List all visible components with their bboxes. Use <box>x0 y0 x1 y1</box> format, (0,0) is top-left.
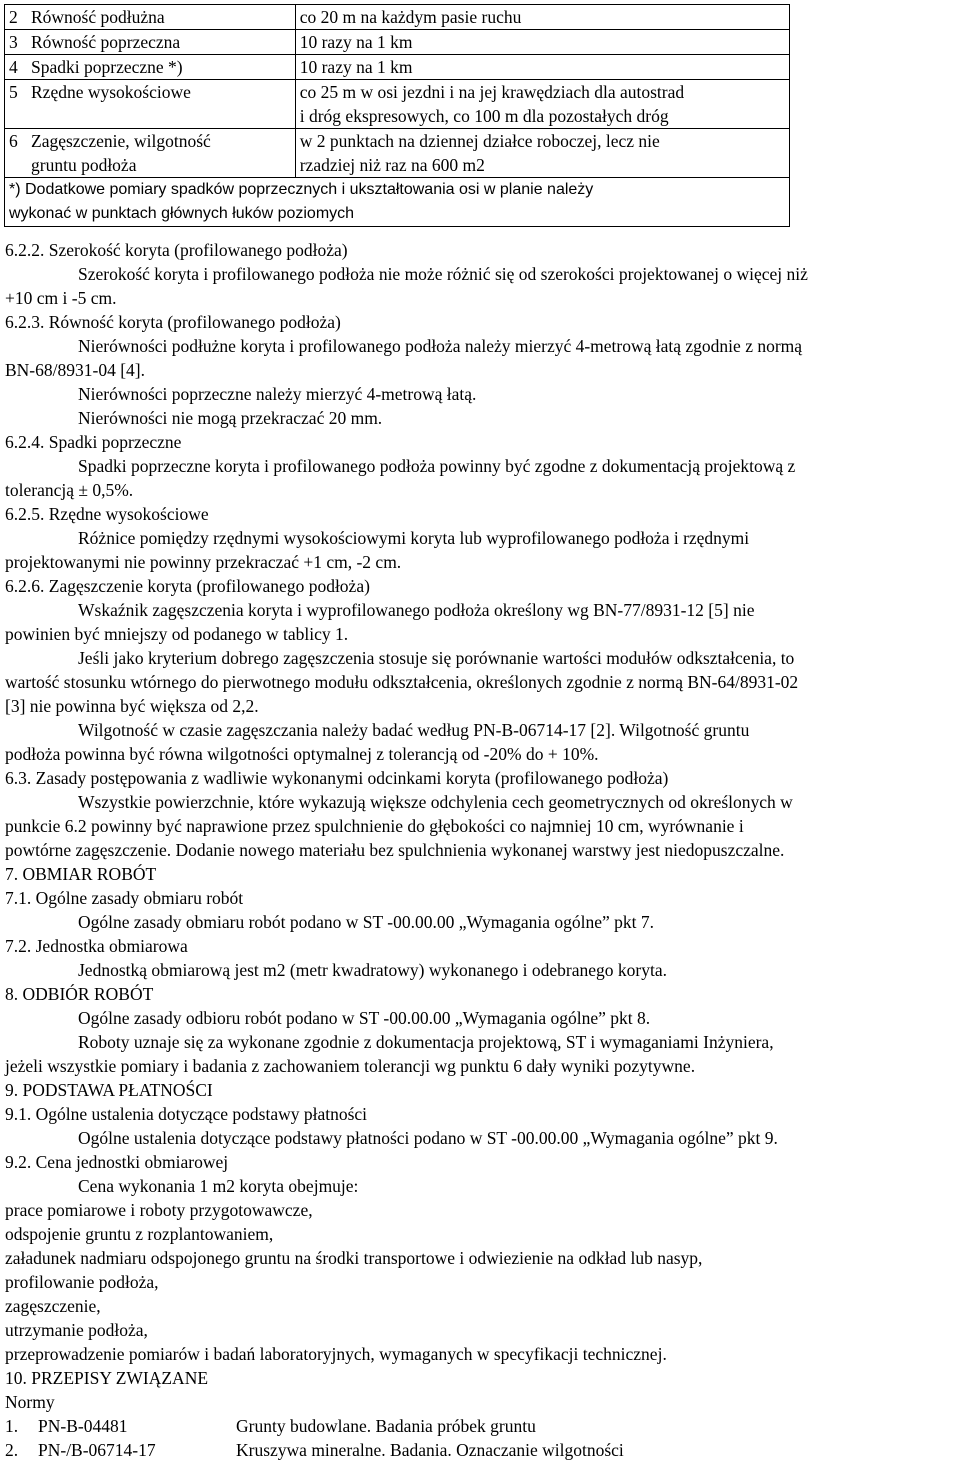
section-heading: 6.2.4. Spadki poprzeczne <box>5 432 182 452</box>
row-frequency: co 25 m w osi jezdni i na jej krawędziach dla autostrad <box>299 82 685 102</box>
norm-number: 1. <box>5 1416 19 1436</box>
paragraph-line: wartość stosunku wtórnego do pierwotnego modułu odkształcenia, określonych zgodnie z normą BN-64/8931-02 <box>5 672 799 692</box>
paragraph-line: Nierówności poprzeczne należy mierzyć 4-metrową łatą. <box>78 384 477 404</box>
paragraph-line: Ogólne zasady odbioru robót podano w ST -00.00.00 „Wymagania ogólne” pkt 8. <box>78 1008 651 1028</box>
paragraph-line: powinien być mniejszy od podanego w tablicy 1. <box>5 624 349 644</box>
table-note-row <box>5 178 790 227</box>
row-frequency: w 2 punktach na dziennej działce roboczej, lecz nie <box>299 131 660 151</box>
row-frequency-cont: rzadziej niż raz na 600 m2 <box>299 155 485 175</box>
row-frequency: 10 razy na 1 km <box>295 55 789 80</box>
row-frequency: co 20 m na każdym pasie ruchu <box>295 5 789 30</box>
section-heading: 7.2. Jednostka obmiarowa <box>5 936 188 956</box>
paragraph-line: Różnice pomiędzy rzędnymi wysokościowymi koryta lub wyprofilowanego podłoża i rzędnymi <box>78 528 750 548</box>
norm-number: 2. <box>5 1440 19 1460</box>
row-number: 2 <box>9 7 18 27</box>
table-row <box>5 80 790 129</box>
norm-row <box>5 1414 957 1438</box>
norm-code: PN-/B-06714-17 <box>38 1440 156 1460</box>
paragraph-line: Ogólne zasady obmiaru robót podano w ST -00.00.00 „Wymagania ogólne” pkt 7. <box>78 912 654 932</box>
subsection-label: Normy <box>5 1392 55 1412</box>
row-number: 6 <box>9 131 18 151</box>
paragraph-line: +10 cm i -5 cm. <box>5 288 117 308</box>
table-row <box>5 129 790 178</box>
chapter-heading: 8. ODBIÓR ROBÓT <box>5 984 154 1004</box>
paragraph-line: jeżeli wszystkie pomiary i badania z zachowaniem tolerancji wg punktu 6 dały wyniki pozytywne. <box>5 1056 696 1076</box>
paragraph-line: punkcie 6.2 powinny być naprawione przez spulchnienie do głębokości co najmniej 10 cm, wyrównanie i <box>5 816 744 836</box>
row-number: 5 <box>9 82 18 102</box>
table-note-line: wykonać w punktach głównych łuków poziomych <box>9 205 355 222</box>
paragraph-line: tolerancją ± 0,5%. <box>5 480 134 500</box>
paragraph-line: Wszystkie powierzchnie, które wykazują większe odchylenia cech geometrycznych od określonych w <box>78 792 793 812</box>
row-number: 3 <box>9 32 18 52</box>
row-name: Równość poprzeczna <box>31 32 181 52</box>
paragraph-line: Wilgotność w czasie zagęszczania należy badać według PN-B-06714-17 [2]. Wilgotność gruntu <box>78 720 750 740</box>
section-heading: 6.2.2. Szerokość koryta (profilowanego podłoża) <box>5 240 348 260</box>
norm-title: Kruszywa mineralne. Badania. Oznaczanie wilgotności <box>236 1440 624 1460</box>
list-item: załadunek nadmiaru odspojonego gruntu na środki transportowe i odwiezienie na odkład lub nasyp, <box>5 1248 703 1268</box>
row-frequency: 10 razy na 1 km <box>295 30 789 55</box>
table-row <box>5 30 790 55</box>
paragraph-line: Jeśli jako kryterium dobrego zagęszczenia stosuje się porównanie wartości modułów odkształcenia, to <box>78 648 795 668</box>
list-item: zagęszczenie, <box>5 1296 101 1316</box>
paragraph-line: Ogólne ustalenia dotyczące podstawy płatności podano w ST -00.00.00 „Wymagania ogólne” pkt 9. <box>78 1128 778 1148</box>
section-heading: 6.2.5. Rzędne wysokościowe <box>5 504 209 524</box>
chapter-heading: 9. PODSTAWA PŁATNOŚCI <box>5 1080 213 1100</box>
table-note-line: *) Dodatkowe pomiary spadków poprzecznych i ukształtowania osi w planie należy <box>9 181 594 198</box>
paragraph-line: Jednostką obmiarową jest m2 (metr kwadratowy) wykonanego i odebranego koryta. <box>78 960 668 980</box>
section-heading: 7.1. Ogólne zasady obmiaru robót <box>5 888 244 908</box>
list-item: profilowanie podłoża, <box>5 1272 159 1292</box>
row-name: Zagęszczenie, wilgotność <box>31 131 211 151</box>
row-frequency-cont: i dróg ekspresowych, co 100 m dla pozostałych dróg <box>299 106 669 126</box>
section-heading: 6.2.3. Równość koryta (profilowanego podłoża) <box>5 312 341 332</box>
section-heading: 6.3. Zasady postępowania z wadliwie wykonanymi odcinkami koryta (profilowanego podłoża) <box>5 768 669 788</box>
table-row <box>5 5 790 30</box>
list-item: odspojenie gruntu z rozplantowaniem, <box>5 1224 274 1244</box>
paragraph-line: Szerokość koryta i profilowanego podłoża nie może różnić się od szerokości projektowanej o więcej niż <box>78 264 808 284</box>
norm-title: Grunty budowlane. Badania próbek gruntu <box>236 1416 536 1436</box>
section-heading: 6.2.6. Zagęszczenie koryta (profilowanego podłoża) <box>5 576 370 596</box>
paragraph-line: podłoża powinna być równa wilgotności optymalnej z tolerancją od -20% do + 10%. <box>5 744 599 764</box>
list-item: utrzymanie podłoża, <box>5 1320 148 1340</box>
paragraph-line: powtórne zagęszczenie. Dodanie nowego materiału bez spulchnienia wykonanej warstwy jest niedopuszczalne. <box>5 840 785 860</box>
chapter-heading: 7. OBMIAR ROBÓT <box>5 864 157 884</box>
section-heading: 9.2. Cena jednostki obmiarowej <box>5 1152 229 1172</box>
paragraph-line: Nierówności podłużne koryta i profilowanego podłoża należy mierzyć 4-metrową łatą zgodnie z normą <box>78 336 803 356</box>
control-frequency-table <box>4 4 790 227</box>
row-name: Spadki poprzeczne *) <box>31 57 183 77</box>
paragraph-line: Nierówności nie mogą przekraczać 20 mm. <box>78 408 383 428</box>
table-row <box>5 55 790 80</box>
paragraph-line: projektowanymi nie powinny przekraczać +1 cm, -2 cm. <box>5 552 402 572</box>
row-name-cont: gruntu podłoża <box>31 155 137 175</box>
list-item: prace pomiarowe i roboty przygotowawcze, <box>5 1200 313 1220</box>
paragraph-line: Roboty uznaje się za wykonane zgodnie z dokumentacja projektową, ST i wymaganiami Inżyniera, <box>78 1032 774 1052</box>
paragraph-line: [3] nie powinna być większa od 2,2. <box>5 696 259 716</box>
paragraph-line: Wskaźnik zagęszczenia koryta i wyprofilowanego podłoża określony wg BN-77/8931-12 [5] nie <box>78 600 755 620</box>
row-name: Równość podłużna <box>31 7 165 27</box>
paragraph-line: BN-68/8931-04 [4]. <box>5 360 145 380</box>
list-item: przeprowadzenie pomiarów i badań laboratoryjnych, wymaganych w specyfikacji technicznej. <box>5 1344 667 1364</box>
norm-code: PN-B-04481 <box>38 1416 128 1436</box>
document-body <box>5 238 957 1462</box>
row-number: 4 <box>9 57 18 77</box>
norm-row <box>5 1438 957 1462</box>
section-heading: 9.1. Ogólne ustalenia dotyczące podstawy płatności <box>5 1104 368 1124</box>
chapter-heading: 10. PRZEPISY ZWIĄZANE <box>5 1368 209 1388</box>
paragraph-line: Cena wykonania 1 m2 koryta obejmuje: <box>78 1176 359 1196</box>
paragraph-line: Spadki poprzeczne koryta i profilowanego podłoża powinny być zgodne z dokumentacją projektową z <box>78 456 796 476</box>
row-name: Rzędne wysokościowe <box>31 82 191 102</box>
